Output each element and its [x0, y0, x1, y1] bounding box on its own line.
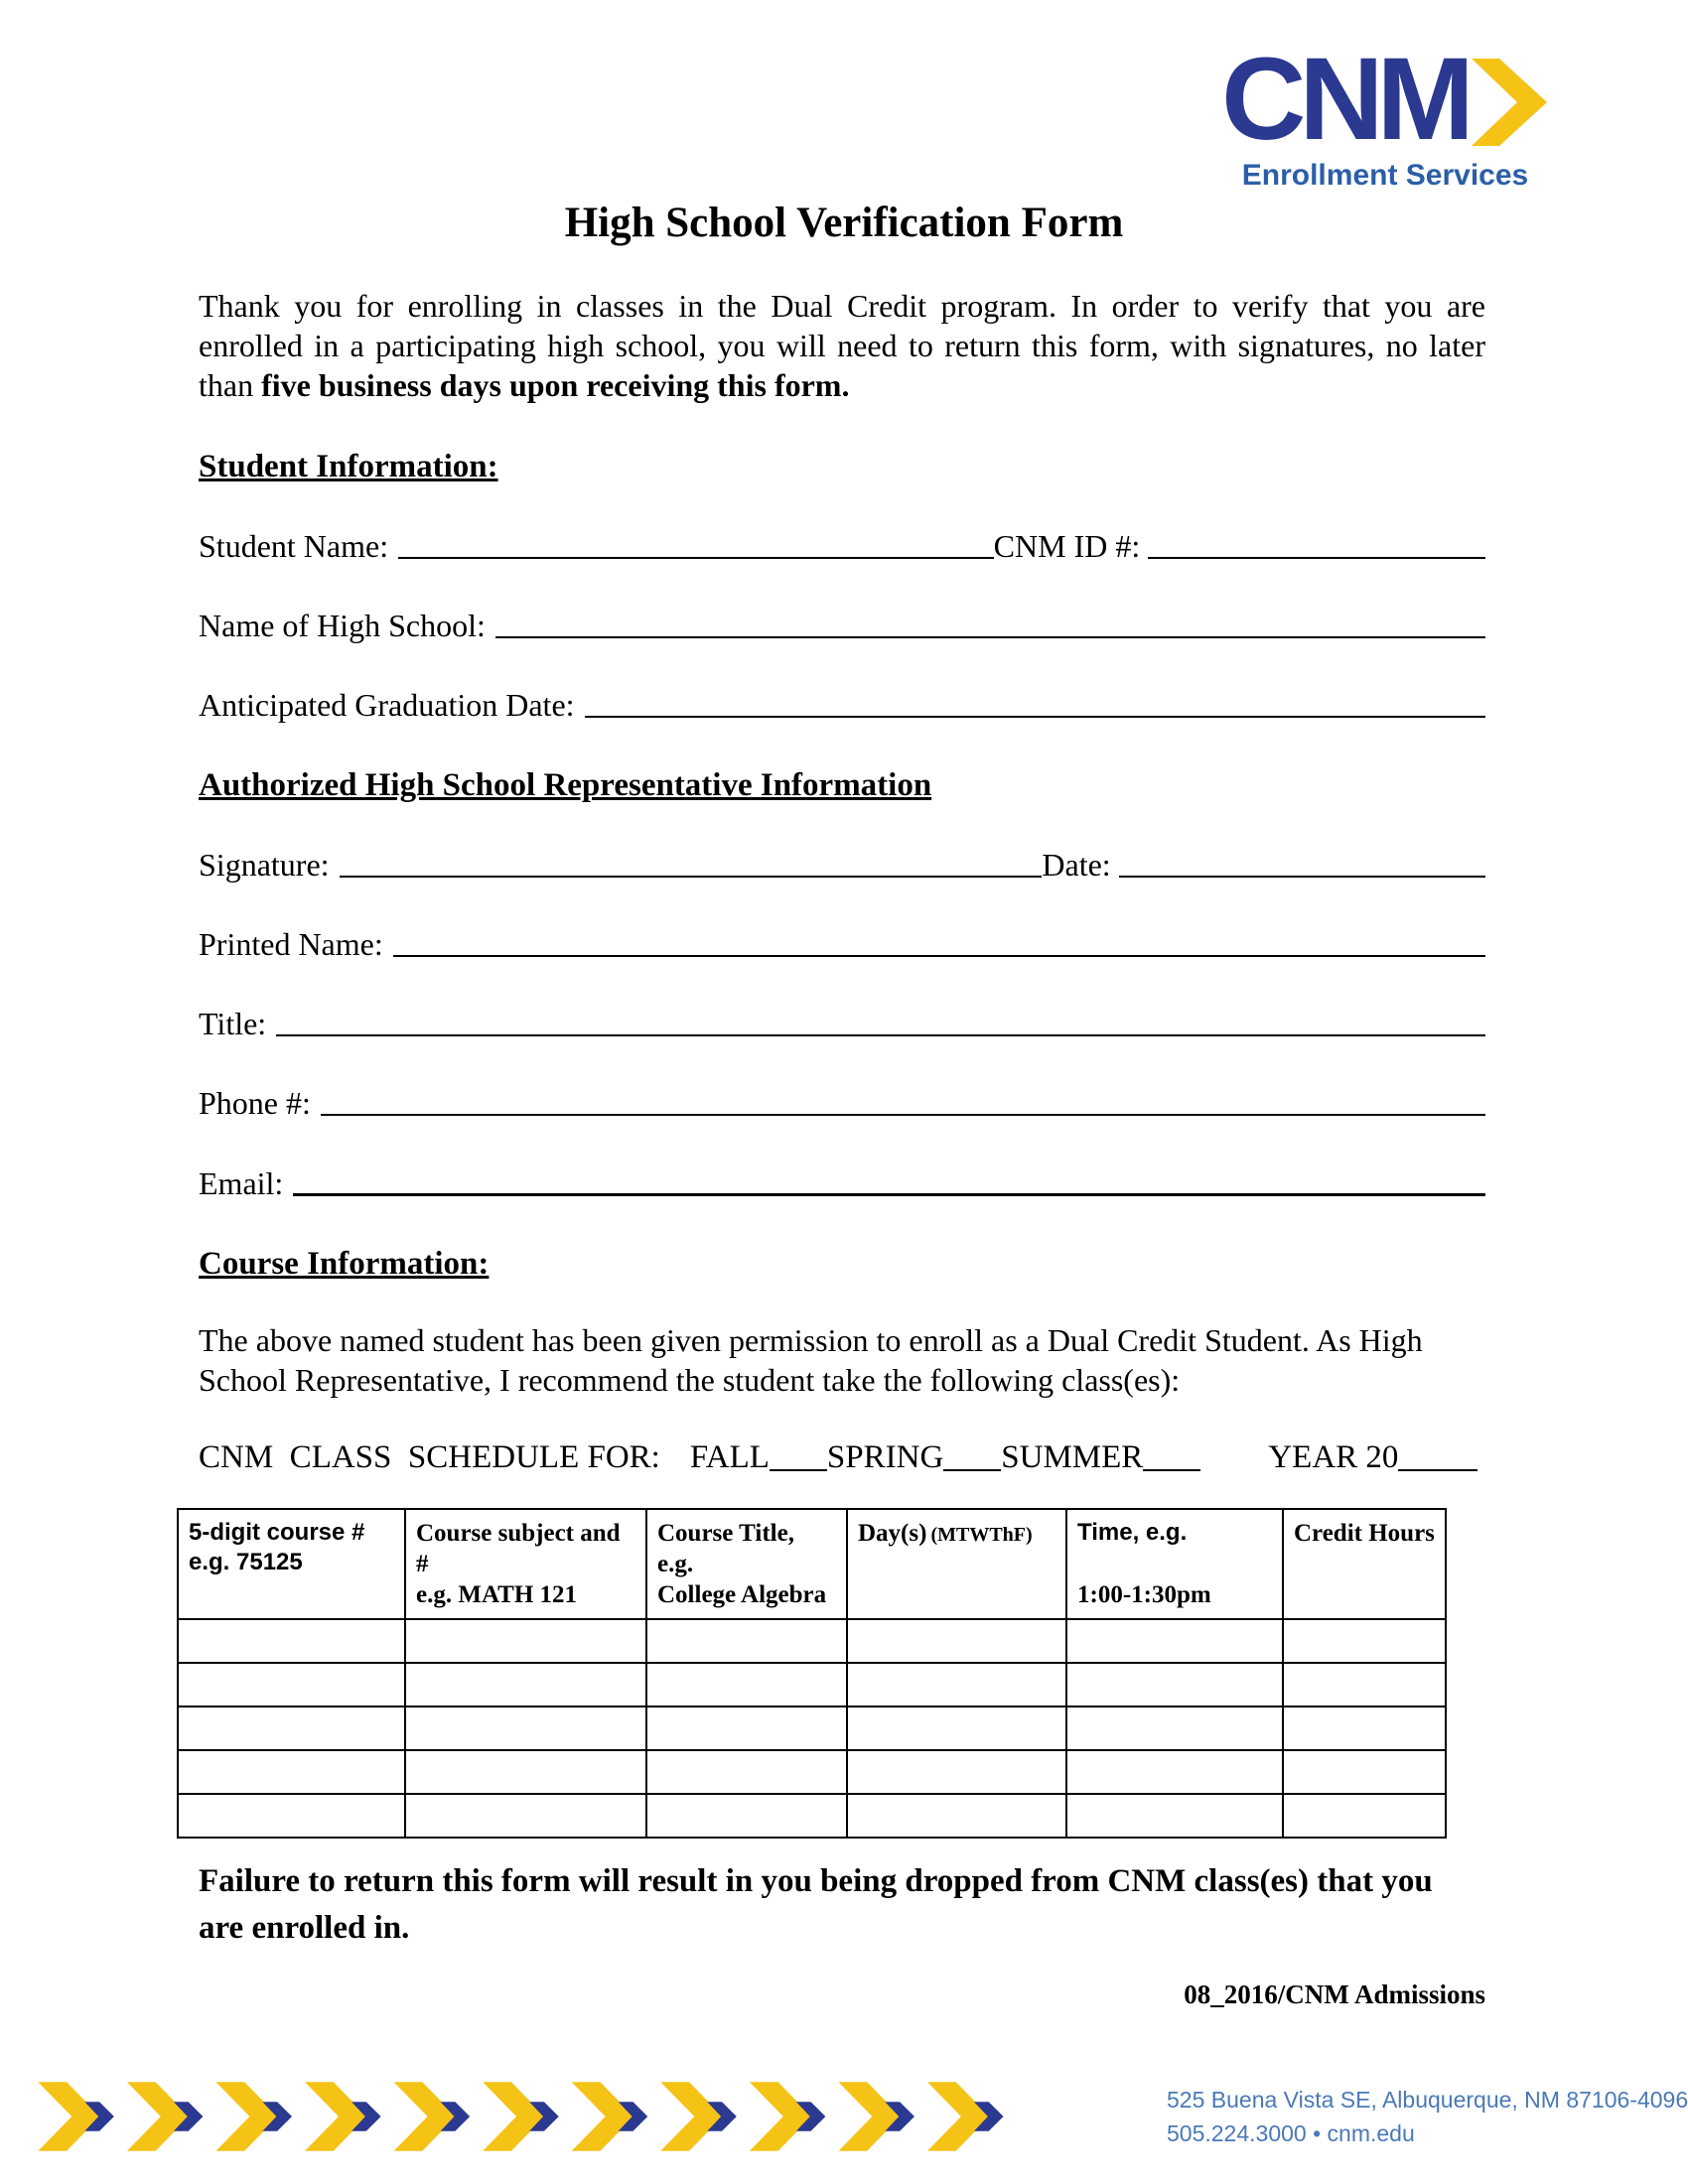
term-summer-label: SUMMER — [1001, 1439, 1144, 1475]
grad-date-line[interactable] — [585, 686, 1485, 718]
credit-hours-cell[interactable] — [1283, 1663, 1446, 1706]
term-summer-line[interactable] — [1143, 1469, 1200, 1471]
phone-row — [199, 1084, 1485, 1122]
date-label: Date: — [1042, 847, 1111, 883]
email-label: Email: — [199, 1165, 284, 1201]
signature-row — [199, 846, 1485, 884]
col-header-course-number: 5-digit course # e.g. 75125 — [178, 1509, 405, 1619]
schedule-label: CNM CLASS SCHEDULE FOR: — [199, 1439, 660, 1475]
representative-info-heading: Authorized High School Representative Information — [199, 767, 932, 803]
course-title-cell[interactable] — [646, 1663, 847, 1706]
cnm-id-label: CNM ID #: — [993, 528, 1141, 564]
credit-hours-cell[interactable] — [1283, 1794, 1446, 1838]
course-title-cell[interactable] — [646, 1706, 847, 1750]
page-title: High School Verification Form — [564, 200, 1124, 246]
credit-hours-cell[interactable] — [1283, 1706, 1446, 1750]
course-info-paragraph: The above named student has been given permission to enroll as a Dual Credit Student. As High School Representative, I recommend the student take the following class(es): — [199, 1322, 1423, 1398]
days-cell[interactable] — [847, 1750, 1066, 1794]
time-cell[interactable] — [1066, 1750, 1283, 1794]
cnm-logo — [1187, 33, 1584, 193]
time-cell[interactable] — [1066, 1794, 1283, 1838]
course-number-cell[interactable] — [178, 1706, 405, 1750]
high-school-line[interactable] — [495, 607, 1485, 638]
email-row — [199, 1163, 1485, 1202]
student-name-row — [199, 527, 1485, 565]
time-cell[interactable] — [1066, 1663, 1283, 1706]
course-subject-cell[interactable] — [405, 1706, 646, 1750]
footer-address-line2: 505.224.3000 • cnm.edu — [1167, 2120, 1415, 2146]
credit-hours-cell[interactable] — [1283, 1750, 1446, 1794]
revision-note: 08_2016/CNM Admissions — [1184, 1979, 1485, 2009]
course-table — [177, 1508, 1447, 1839]
cnm-logo-text: CNM — [1221, 33, 1468, 165]
course-title-cell[interactable] — [646, 1794, 847, 1838]
class-schedule-row — [199, 1439, 1485, 1476]
col-header-time: Time, e.g. 1:00-1:30pm — [1066, 1509, 1283, 1619]
course-number-cell[interactable] — [178, 1750, 405, 1794]
course-subject-cell[interactable] — [405, 1750, 646, 1794]
student-name-label: Student Name: — [199, 528, 389, 564]
high-school-row — [199, 607, 1485, 644]
phone-line[interactable] — [321, 1084, 1485, 1116]
logo-arrow-icon — [1472, 57, 1549, 148]
days-cell[interactable] — [847, 1619, 1066, 1663]
footer-chevrons-icon — [38, 2077, 1023, 2156]
title-row — [199, 1005, 1485, 1042]
signature-line[interactable] — [340, 846, 1043, 878]
course-table-row — [178, 1619, 1446, 1663]
course-number-cell[interactable] — [178, 1619, 405, 1663]
title-line[interactable] — [276, 1005, 1485, 1036]
course-number-cell[interactable] — [178, 1794, 405, 1838]
course-title-cell[interactable] — [646, 1750, 847, 1794]
term-spring-line[interactable] — [943, 1469, 1001, 1471]
days-cell[interactable] — [847, 1663, 1066, 1706]
time-cell[interactable] — [1066, 1619, 1283, 1663]
term-fall-line[interactable] — [770, 1469, 827, 1471]
course-table-header-row — [178, 1509, 1446, 1619]
form-content — [189, 286, 1485, 2010]
days-cell[interactable] — [847, 1794, 1066, 1838]
term-spring-label: SPRING — [826, 1439, 944, 1475]
warning-text: Failure to return this form will result in you being dropped from CNM class(es) that you are enrolled in. — [199, 1863, 1433, 1946]
days-cell[interactable] — [847, 1706, 1066, 1750]
title-label: Title: — [199, 1006, 267, 1041]
intro-bold-text: five business days upon receiving this form. — [261, 367, 850, 403]
footer — [38, 2077, 1688, 2156]
grad-date-label: Anticipated Graduation Date: — [199, 687, 575, 723]
term-fall-label: FALL — [689, 1439, 770, 1475]
course-table-row — [178, 1663, 1446, 1706]
footer-address-line1: 525 Buena Vista SE, Albuquerque, NM 87106-4096 — [1167, 2087, 1688, 2113]
student-info-heading: Student Information: — [199, 449, 498, 484]
course-number-cell[interactable] — [178, 1663, 405, 1706]
printed-name-label: Printed Name: — [199, 926, 383, 962]
course-table-row — [178, 1706, 1446, 1750]
credit-hours-cell[interactable] — [1283, 1619, 1446, 1663]
course-table-row — [178, 1750, 1446, 1794]
signature-label: Signature: — [199, 847, 330, 883]
course-info-heading: Course Information: — [199, 1246, 490, 1282]
col-header-days: Day(s) (MTWThF) — [847, 1509, 1066, 1619]
high-school-label: Name of High School: — [199, 608, 486, 643]
printed-name-row — [199, 925, 1485, 963]
grad-date-row — [199, 686, 1485, 724]
time-cell[interactable] — [1066, 1706, 1283, 1750]
course-subject-cell[interactable] — [405, 1794, 646, 1838]
course-subject-cell[interactable] — [405, 1663, 646, 1706]
logo-tagline: Enrollment Services — [1241, 159, 1529, 192]
year-label: YEAR 20 — [1268, 1439, 1399, 1475]
student-name-line[interactable] — [398, 527, 994, 559]
footer-address — [1167, 2083, 1688, 2150]
course-table-row — [178, 1794, 1446, 1838]
col-header-course-subject: Course subject and # e.g. MATH 121 — [405, 1509, 646, 1619]
col-header-course-title: Course Title, e.g. College Algebra — [646, 1509, 847, 1619]
printed-name-line[interactable] — [393, 925, 1485, 957]
course-title-cell[interactable] — [646, 1619, 847, 1663]
course-subject-cell[interactable] — [405, 1619, 646, 1663]
intro-paragraph — [199, 286, 1485, 405]
cnm-id-line[interactable] — [1148, 527, 1485, 559]
phone-label: Phone #: — [199, 1085, 311, 1121]
col-header-credit-hours: Credit Hours — [1283, 1509, 1446, 1619]
intro-text: Thank you for enrolling in classes in the Dual Credit program. In order to verify that you are enrolled in a participating high school, you will need to return this form, with signatures, no later than — [199, 288, 1485, 403]
email-line[interactable] — [293, 1163, 1485, 1196]
date-line[interactable] — [1119, 846, 1485, 878]
year-line[interactable] — [1398, 1469, 1477, 1471]
